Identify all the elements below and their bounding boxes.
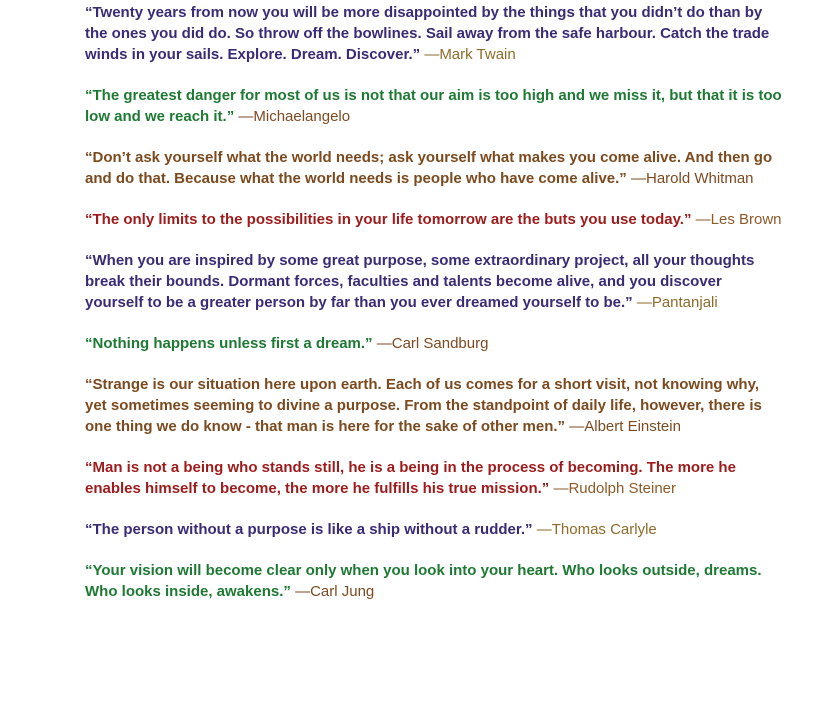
quote-text: “Nothing happens unless first a dream.” <box>85 335 373 352</box>
quote-paragraph <box>85 209 784 230</box>
quote-paragraph <box>85 457 784 499</box>
quote-paragraph <box>85 147 784 189</box>
quote-text: “When you are inspired by some great purpose, some extraordinary project, all your thoughts break their bounds. Dormant forces, faculties and talents become alive, and you discover yourself to be a greater person by far than you ever dreamed yourself to be.” <box>85 252 755 311</box>
quote-attribution: —Albert Einstein <box>569 418 681 435</box>
quote-attribution: —Harold Whitman <box>630 170 754 187</box>
quote-attribution: —Pantanjali <box>636 294 718 311</box>
quote-text: “The person without a purpose is like a ship without a rudder.” <box>85 521 533 538</box>
quote-paragraph <box>85 2 784 65</box>
quote-attribution: —Michaelangelo <box>238 108 351 125</box>
quote-attribution: —Les Brown <box>695 211 782 228</box>
quote-attribution: —Thomas Carlyle <box>536 521 657 538</box>
quote-text: “Your vision will become clear only when you look into your heart. Who looks outside, dreams. Who looks inside, awakens.” <box>85 562 762 600</box>
quote-attribution: —Carl Sandburg <box>376 335 489 352</box>
quote-text: “The only limits to the possibilities in your life tomorrow are the buts you use today.” <box>85 211 692 228</box>
quote-attribution: —Carl Jung <box>295 583 375 600</box>
quote-text: “Strange is our situation here upon earth. Each of us comes for a short visit, not knowing why, yet sometimes seeming to divine a purpose. From the standpoint of daily life, however, there is one thing we do know - that man is here for the sake of other men.” <box>85 376 762 435</box>
quote-text: “Don’t ask yourself what the world needs; ask yourself what makes you come alive. And then go and do that. Because what the world needs is people who have come alive.” <box>85 149 773 187</box>
quote-text: “Twenty years from now you will be more disappointed by the things that you didn’t do than by the ones you did do. So throw off the bowlines. Sail away from the safe harbour. Catch the trade winds in your sails. Explore. Dream. Discover.” <box>85 4 770 63</box>
quote-paragraph <box>85 560 784 602</box>
quote-paragraph <box>85 250 784 313</box>
quote-text: “Man is not a being who stands still, he is a being in the process of becoming. The more he enables himself to become, the more he fulfills his true mission.” <box>85 459 736 497</box>
quote-paragraph <box>85 374 784 437</box>
quote-paragraph <box>85 333 784 354</box>
quote-paragraph <box>85 519 784 540</box>
quote-attribution: —Rudolph Steiner <box>553 480 677 497</box>
quotes-list <box>85 2 784 602</box>
quote-paragraph <box>85 85 784 127</box>
quote-attribution: —Mark Twain <box>424 46 516 63</box>
quote-text: “The greatest danger for most of us is not that our aim is too high and we miss it, but that it is too low and we reach it.” <box>85 87 782 125</box>
